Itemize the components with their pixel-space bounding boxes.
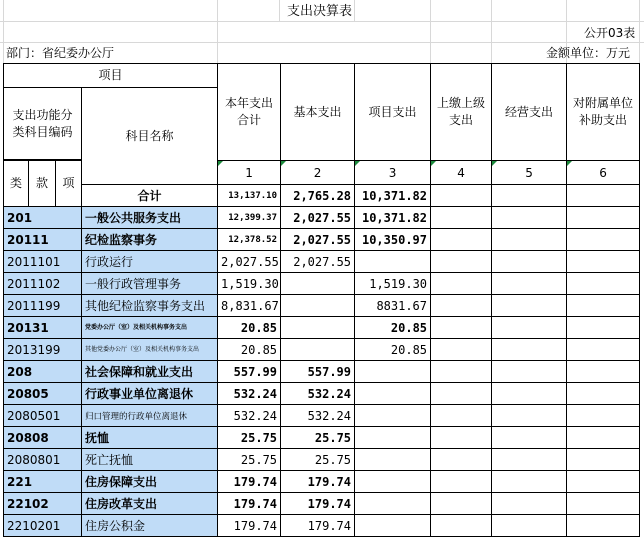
header-lei: 类 bbox=[4, 161, 29, 207]
table-row bbox=[4, 273, 640, 295]
row-code: 20111 bbox=[4, 229, 82, 251]
row-name: 其他纪检监察事务支出 bbox=[82, 295, 218, 317]
header-col-3: 项目支出 bbox=[355, 64, 431, 161]
row-name: 其他党委办公厅（室）及相关机构事务支出 bbox=[82, 339, 218, 361]
header-xiang: 项 bbox=[56, 161, 82, 207]
row-c2 bbox=[281, 295, 355, 317]
row-c1: 532.24 bbox=[218, 405, 281, 427]
row-c2: 2,027.55 bbox=[281, 207, 355, 229]
row-empty-cell bbox=[492, 251, 567, 273]
row-code: 20131 bbox=[4, 317, 82, 339]
table-row bbox=[4, 383, 640, 405]
header-item: 项目 bbox=[4, 64, 218, 88]
total-c3: 10,371.82 bbox=[355, 185, 431, 207]
row-empty-cell bbox=[492, 339, 567, 361]
row-empty-cell bbox=[492, 449, 567, 471]
row-empty-cell bbox=[492, 493, 567, 515]
row-empty-cell bbox=[567, 493, 640, 515]
table-row bbox=[4, 405, 640, 427]
table-row bbox=[4, 339, 640, 361]
table-row bbox=[4, 317, 640, 339]
row-empty-cell bbox=[492, 295, 567, 317]
row-empty-cell bbox=[492, 515, 567, 537]
header-col-2: 基本支出 bbox=[281, 64, 355, 161]
row-c3 bbox=[355, 405, 431, 427]
row-c2: 179.74 bbox=[281, 471, 355, 493]
row-c1: 8,831.67 bbox=[218, 295, 281, 317]
row-code: 2011199 bbox=[4, 295, 82, 317]
table-row bbox=[4, 427, 640, 449]
row-empty-cell bbox=[431, 471, 492, 493]
row-c2: 532.24 bbox=[281, 405, 355, 427]
row-c2: 557.99 bbox=[281, 361, 355, 383]
table-row bbox=[4, 515, 640, 537]
row-c3 bbox=[355, 361, 431, 383]
table-row bbox=[4, 361, 640, 383]
row-empty-cell bbox=[431, 295, 492, 317]
row-c1: 25.75 bbox=[218, 427, 281, 449]
row-c1: 20.85 bbox=[218, 339, 281, 361]
table-row bbox=[4, 295, 640, 317]
row-c3 bbox=[355, 493, 431, 515]
form-number: 公开03表 bbox=[584, 26, 636, 40]
row-empty-cell bbox=[567, 515, 640, 537]
row-c1: 12,378.52 bbox=[218, 229, 281, 251]
row-name: 归口管理的行政单位离退休 bbox=[82, 405, 218, 427]
row-code: 2080801 bbox=[4, 449, 82, 471]
total-c1: 13,137.10 bbox=[218, 185, 281, 207]
col-num-2: 2 bbox=[281, 161, 355, 185]
row-c2: 25.75 bbox=[281, 449, 355, 471]
row-c1: 1,519.30 bbox=[218, 273, 281, 295]
row-c1: 179.74 bbox=[218, 493, 281, 515]
expenditure-table bbox=[3, 63, 640, 537]
row-empty-cell bbox=[567, 229, 640, 251]
row-empty-cell bbox=[431, 383, 492, 405]
row-empty-cell bbox=[567, 427, 640, 449]
row-code: 2210201 bbox=[4, 515, 82, 537]
col-num-5: 5 bbox=[492, 161, 567, 185]
row-name: 住房公积金 bbox=[82, 515, 218, 537]
row-c3: 20.85 bbox=[355, 339, 431, 361]
header-col-5: 经营支出 bbox=[492, 64, 567, 161]
row-c1: 20.85 bbox=[218, 317, 281, 339]
row-c3 bbox=[355, 427, 431, 449]
row-empty-cell bbox=[492, 383, 567, 405]
row-c1: 12,399.37 bbox=[218, 207, 281, 229]
row-name: 死亡抚恤 bbox=[82, 449, 218, 471]
row-c2: 532.24 bbox=[281, 383, 355, 405]
row-c2: 25.75 bbox=[281, 427, 355, 449]
row-empty-cell bbox=[431, 251, 492, 273]
row-c3: 10,371.82 bbox=[355, 207, 431, 229]
row-code: 2011101 bbox=[4, 251, 82, 273]
row-empty-cell bbox=[492, 207, 567, 229]
row-code: 20808 bbox=[4, 427, 82, 449]
row-c3 bbox=[355, 251, 431, 273]
row-empty-cell bbox=[431, 317, 492, 339]
row-empty-cell bbox=[431, 449, 492, 471]
row-empty-cell bbox=[431, 515, 492, 537]
row-empty-cell bbox=[431, 405, 492, 427]
header-col-4: 上缴上级支出 bbox=[431, 64, 492, 161]
header-name: 科目名称 bbox=[82, 88, 218, 185]
row-empty-cell bbox=[492, 427, 567, 449]
total-label: 合计 bbox=[82, 185, 218, 207]
row-empty-cell bbox=[567, 339, 640, 361]
row-code: 221 bbox=[4, 471, 82, 493]
row-empty-cell bbox=[567, 383, 640, 405]
table-row bbox=[4, 251, 640, 273]
row-empty-cell bbox=[492, 317, 567, 339]
row-empty-cell bbox=[567, 471, 640, 493]
row-c2 bbox=[281, 273, 355, 295]
row-c2: 2,027.55 bbox=[281, 251, 355, 273]
row-c2 bbox=[281, 317, 355, 339]
col-num-3: 3 bbox=[355, 161, 431, 185]
header-kuan: 款 bbox=[29, 161, 56, 207]
table-row bbox=[4, 207, 640, 229]
row-empty-cell bbox=[431, 493, 492, 515]
row-c1: 25.75 bbox=[218, 449, 281, 471]
row-empty-cell bbox=[492, 273, 567, 295]
row-empty-cell bbox=[567, 361, 640, 383]
row-c3: 8831.67 bbox=[355, 295, 431, 317]
row-empty-cell bbox=[431, 361, 492, 383]
row-code: 2080501 bbox=[4, 405, 82, 427]
row-name: 行政运行 bbox=[82, 251, 218, 273]
header-code: 支出功能分类科目编码 bbox=[4, 88, 82, 160]
row-name: 住房保障支出 bbox=[82, 471, 218, 493]
row-c3: 10,350.97 bbox=[355, 229, 431, 251]
row-name: 社会保障和就业支出 bbox=[82, 361, 218, 383]
row-c2: 179.74 bbox=[281, 515, 355, 537]
row-empty-cell bbox=[431, 427, 492, 449]
row-c1: 179.74 bbox=[218, 515, 281, 537]
row-empty-cell bbox=[567, 317, 640, 339]
row-empty-cell bbox=[431, 273, 492, 295]
row-empty-cell bbox=[567, 273, 640, 295]
row-empty-cell bbox=[492, 471, 567, 493]
amount-unit-label: 金额单位：万元 bbox=[546, 46, 631, 60]
row-empty-cell bbox=[567, 295, 640, 317]
row-c1: 532.24 bbox=[218, 383, 281, 405]
header-col-1: 本年支出合计 bbox=[218, 64, 281, 161]
row-empty-cell bbox=[431, 229, 492, 251]
row-code: 20805 bbox=[4, 383, 82, 405]
row-name: 一般公共服务支出 bbox=[82, 207, 218, 229]
row-empty-cell bbox=[567, 207, 640, 229]
row-empty-cell bbox=[431, 339, 492, 361]
table-row bbox=[4, 229, 640, 251]
row-code: 208 bbox=[4, 361, 82, 383]
row-c3 bbox=[355, 471, 431, 493]
row-empty-cell bbox=[431, 207, 492, 229]
table-row bbox=[4, 471, 640, 493]
row-c2 bbox=[281, 339, 355, 361]
row-c1: 557.99 bbox=[218, 361, 281, 383]
row-c1: 2,027.55 bbox=[218, 251, 281, 273]
row-c3 bbox=[355, 449, 431, 471]
department-label: 部门：省纪委办公厅 bbox=[6, 46, 115, 60]
report-title: 支出决算表 bbox=[287, 4, 353, 19]
row-name: 党委办公厅（室）及相关机构事务支出 bbox=[82, 317, 218, 339]
row-code: 22102 bbox=[4, 493, 82, 515]
row-c2: 2,027.55 bbox=[281, 229, 355, 251]
row-empty-cell bbox=[492, 229, 567, 251]
row-code: 2011102 bbox=[4, 273, 82, 295]
row-c3 bbox=[355, 515, 431, 537]
table-row bbox=[4, 449, 640, 471]
row-name: 住房改革支出 bbox=[82, 493, 218, 515]
total-c2: 2,765.28 bbox=[281, 185, 355, 207]
header-col-6: 对附属单位补助支出 bbox=[567, 64, 640, 161]
row-empty-cell bbox=[492, 361, 567, 383]
table-row bbox=[4, 493, 640, 515]
row-name: 行政事业单位离退休 bbox=[82, 383, 218, 405]
col-num-6: 6 bbox=[567, 161, 640, 185]
row-empty-cell bbox=[567, 405, 640, 427]
row-empty-cell bbox=[567, 251, 640, 273]
row-name: 抚恤 bbox=[82, 427, 218, 449]
row-c3: 1,519.30 bbox=[355, 273, 431, 295]
row-empty-cell bbox=[567, 449, 640, 471]
row-code: 2013199 bbox=[4, 339, 82, 361]
row-name: 一般行政管理事务 bbox=[82, 273, 218, 295]
row-c1: 179.74 bbox=[218, 471, 281, 493]
row-c3 bbox=[355, 383, 431, 405]
row-code: 201 bbox=[4, 207, 82, 229]
col-num-4: 4 bbox=[431, 161, 492, 185]
row-c2: 179.74 bbox=[281, 493, 355, 515]
row-name: 纪检监察事务 bbox=[82, 229, 218, 251]
col-num-1: 1 bbox=[218, 161, 281, 185]
row-empty-cell bbox=[492, 405, 567, 427]
row-c3: 20.85 bbox=[355, 317, 431, 339]
